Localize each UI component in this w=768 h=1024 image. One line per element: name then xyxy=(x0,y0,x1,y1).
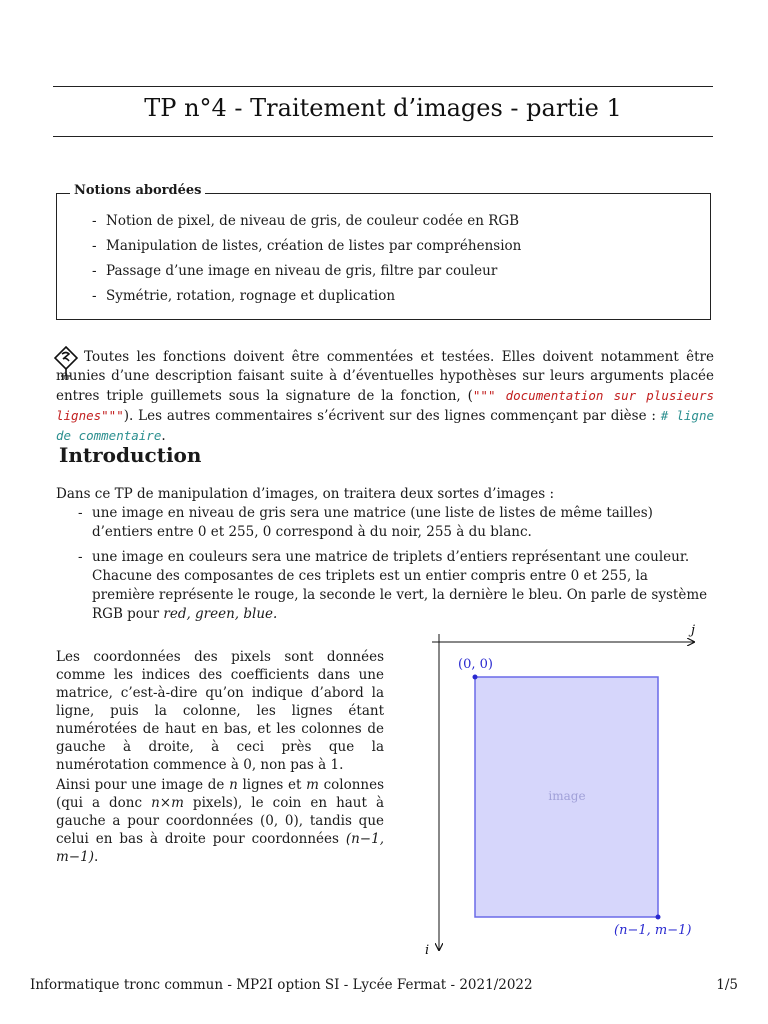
math-c00: (0, 0) xyxy=(260,813,299,829)
text: , tandis que celui en bas à droite pour coordonnées xyxy=(56,813,385,847)
text: Ainsi pour une image de xyxy=(56,777,225,793)
docstring-example: """ documentation sur plusieurs lignes""" xyxy=(56,388,715,423)
warning-text: Toutes les fonctions doivent être commentées et testées. Elles doivent notamment être munies d’une description faisant suite à d’éventuelles hypothèses sur leurs arguments placée entres triple guillemets sous la signature de la fonction, ( xyxy=(56,349,714,404)
coords-para1: Les coordonnées des pixels sont données comme les indices des coefficients dans une matrice, c’est-à-dire qu’on indique d’abord la ligne, puis la colonne, les lignes étant numérotées de haut en bas, et les colonnes de gauche à droite, à ceci près que la numérotation commence à 0, non pas à 1. xyxy=(56,649,384,773)
origin-label: (0, 0) xyxy=(458,657,493,672)
intro-item-text: une image en couleurs sera une matrice de triplets d’entiers représentant une couleur. Chacune des composantes de ces triplets est un entier compris entre 0 et 255, la première représente le rouge, la seconde le vert, la dernière le bleu. On parle de système RGB pour xyxy=(92,549,708,622)
coords-text xyxy=(56,648,384,868)
warning-text: ). Les autres commentaires s’écrivent sur des lignes commençant par dièse : xyxy=(123,408,656,424)
math-m: m xyxy=(306,777,319,793)
text: . xyxy=(93,849,99,865)
warning-paragraph xyxy=(56,348,714,446)
text: colonnes (qui a donc xyxy=(56,777,385,811)
math-n: n xyxy=(229,777,238,793)
footer-left: Informatique tronc commun - MP2I option SI - Lycée Fermat - 2021/2022 xyxy=(30,977,533,993)
list-item: - Symétrie, rotation, rognage et duplication xyxy=(92,288,396,304)
math-cnm: (n−1, m−1) xyxy=(56,831,384,865)
text: lignes et xyxy=(242,777,302,793)
notions-heading: Notions abordées xyxy=(70,183,205,198)
list-item xyxy=(78,504,714,542)
list-item: - Manipulation de listes, création de listes par compréhension xyxy=(92,238,522,254)
math-nxm: n×m xyxy=(151,795,184,811)
comment-example: # ligne de commentaire xyxy=(56,408,714,443)
corner-point xyxy=(656,915,661,920)
intro-item-text: une image en niveau de gris sera une matrice (une liste de listes de même tailles) d’entiers entre 0 et 255, 0 correspond à du noir, 255 à du blanc. xyxy=(92,505,653,540)
intro-list xyxy=(78,504,714,630)
notion-text: Passage d’une image en niveau de gris, filtre par couleur xyxy=(106,263,498,279)
list-item: - Notion de pixel, de niveau de gris, de couleur codée en RGB xyxy=(92,213,520,229)
page-number: 1/5 xyxy=(716,977,738,993)
rgb-expansion: red, green, blue. xyxy=(163,606,278,622)
text: pixels), le coin en haut à gauche a pour coordonnées xyxy=(56,795,385,829)
notions-list xyxy=(92,212,521,312)
notion-text: Symétrie, rotation, rognage et duplication xyxy=(106,288,396,304)
intro-lead: Dans ce TP de manipulation d’images, on traitera deux sortes d’images : xyxy=(56,486,555,502)
corner-label: (n−1, m−1) xyxy=(614,923,692,938)
coords-para2 xyxy=(56,776,384,866)
section-heading: Introduction xyxy=(59,443,202,467)
origin-point xyxy=(473,675,478,680)
coordinate-diagram xyxy=(410,618,720,963)
axis-i-label: i xyxy=(425,943,430,958)
top-rule xyxy=(53,86,713,87)
title-rule xyxy=(53,136,713,137)
axis-j-label: j xyxy=(691,623,696,638)
warning-text: . xyxy=(161,428,166,444)
dash: - xyxy=(78,505,83,521)
list-item: - Passage d’une image en niveau de gris, filtre par couleur xyxy=(92,263,498,279)
list-item xyxy=(78,548,714,624)
page-title: TP n°4 - Traitement d’images - partie 1 xyxy=(144,94,622,122)
notion-text: Notion de pixel, de niveau de gris, de couleur codée en RGB xyxy=(106,213,520,229)
image-label: image xyxy=(548,789,586,803)
notion-text: Manipulation de listes, création de listes par compréhension xyxy=(106,238,522,254)
dash: - xyxy=(78,549,83,565)
